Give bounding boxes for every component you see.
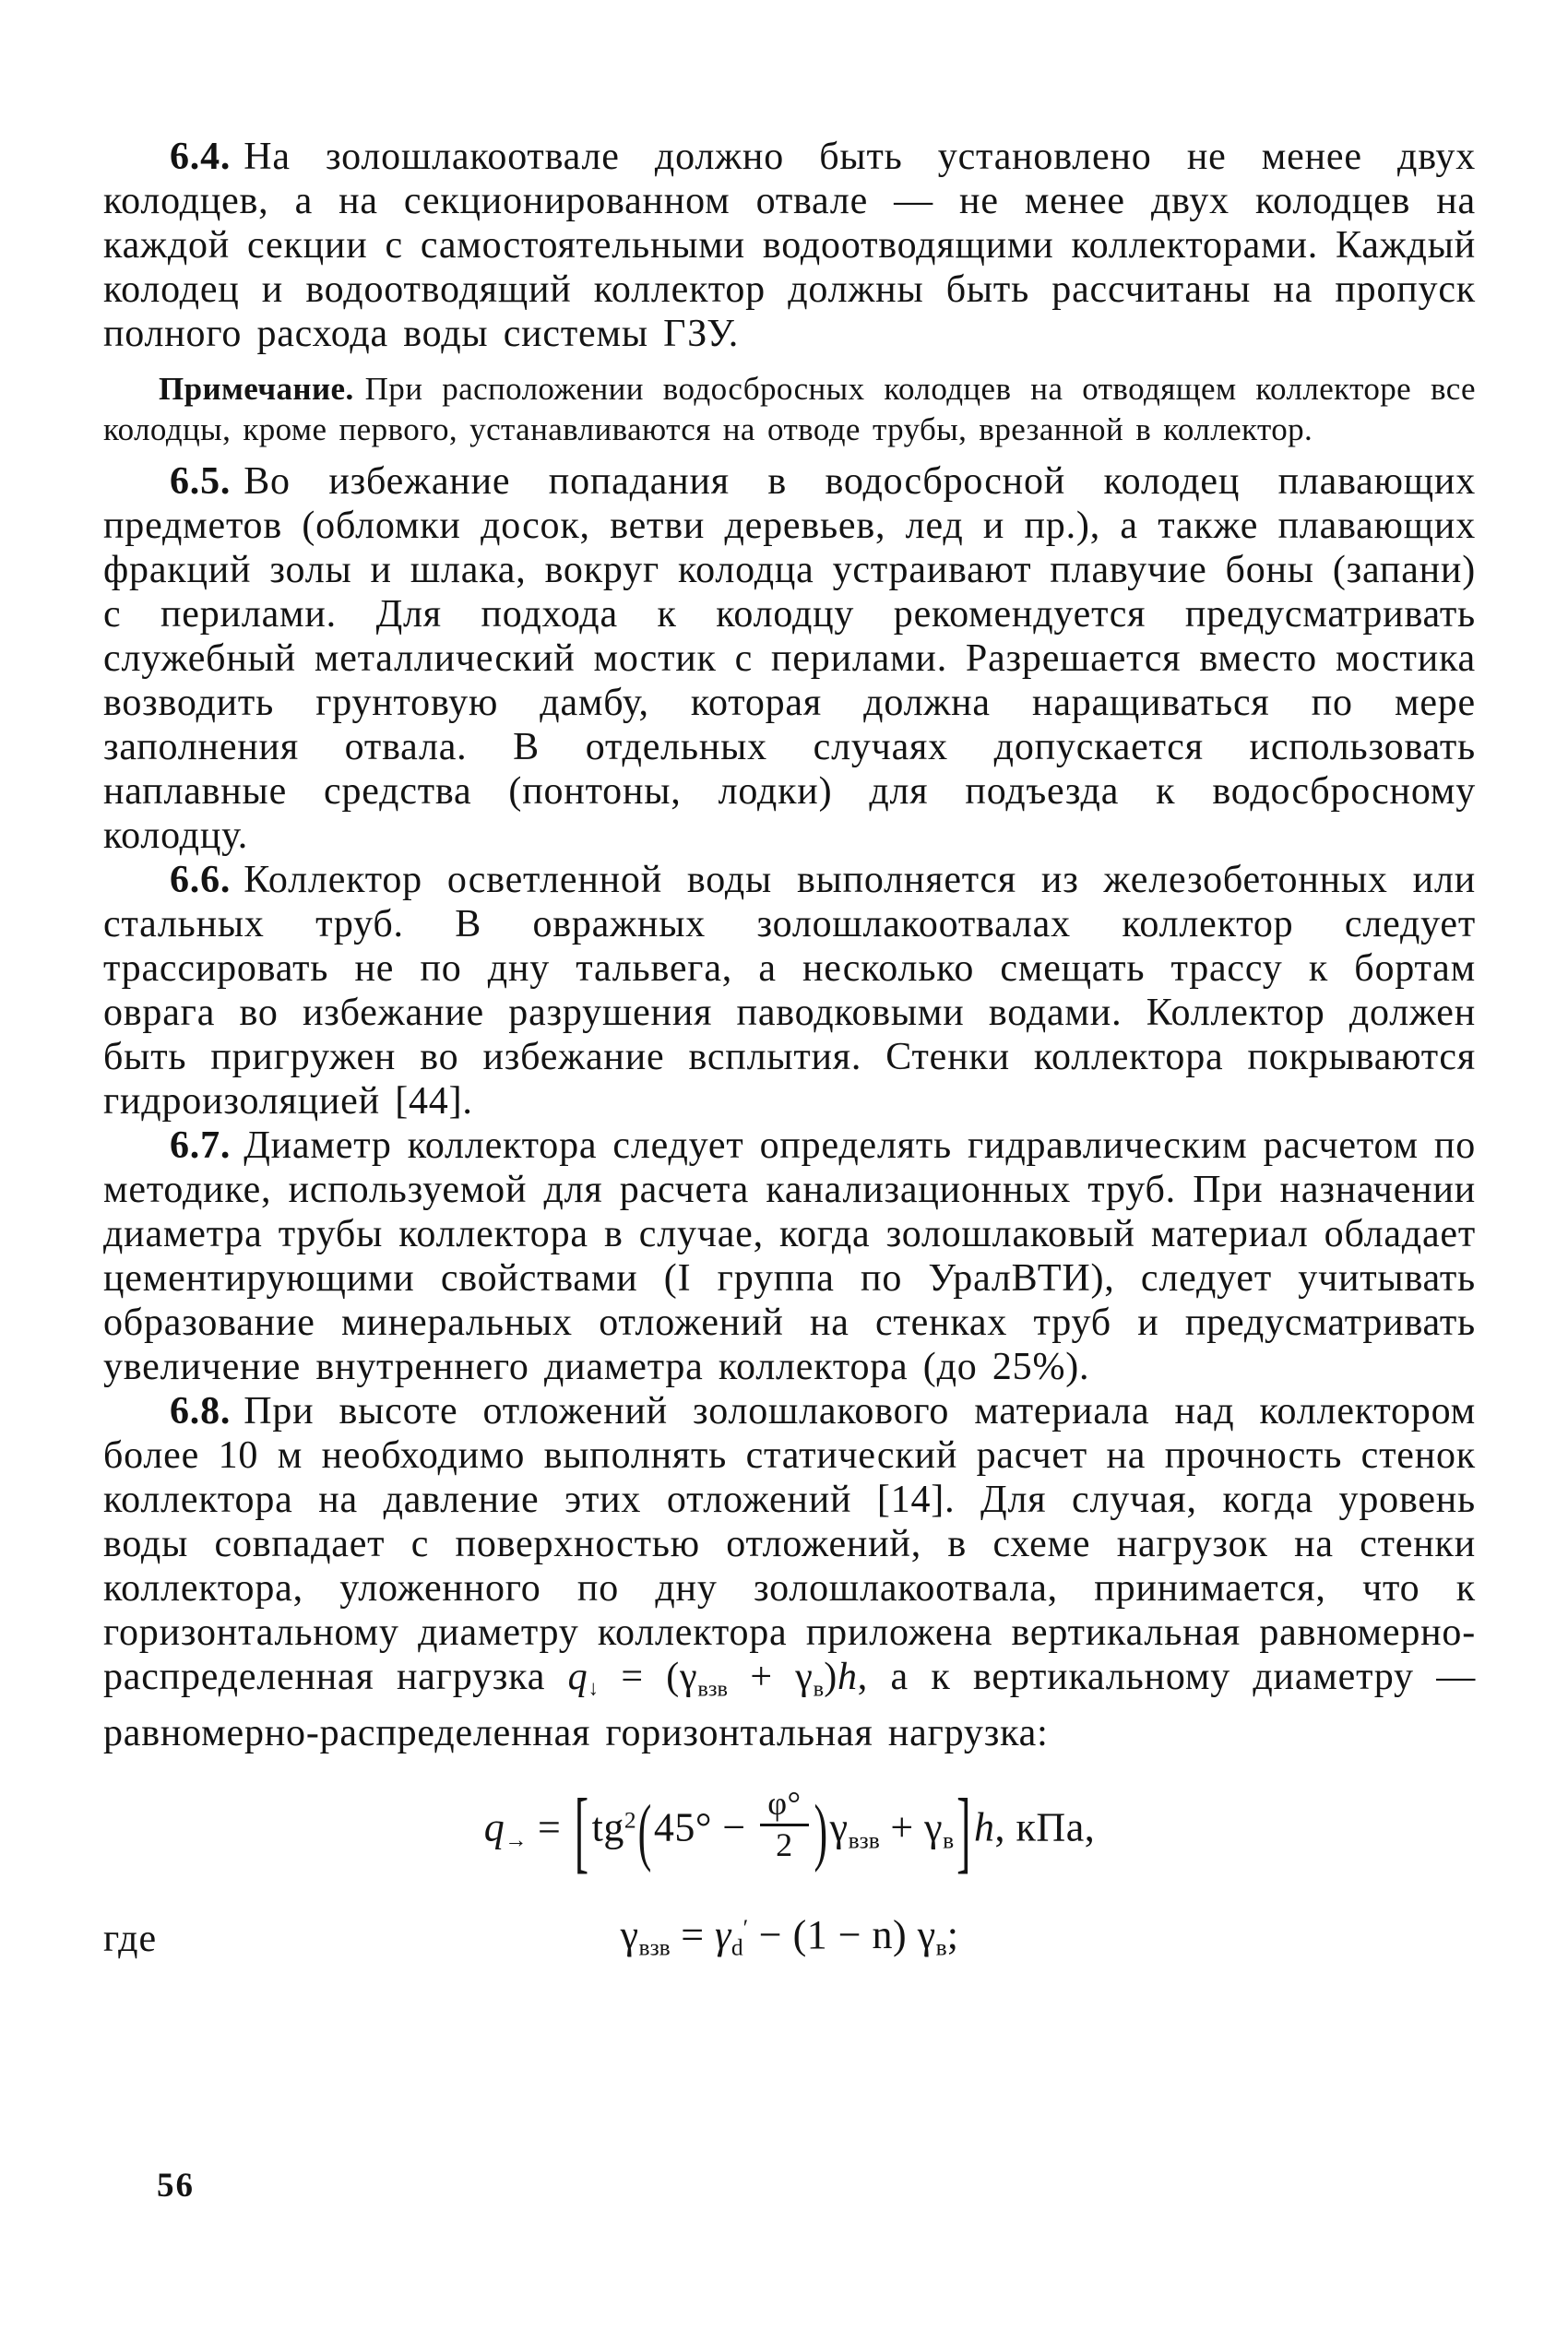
open-paren: (: [666, 1656, 680, 1698]
equals-sign: =: [527, 1804, 572, 1850]
gamma-symbol: γ: [715, 1912, 731, 1958]
plus-sign: +: [879, 1804, 925, 1850]
down-arrow-subscript: ↓: [588, 1675, 599, 1700]
note-label: Примечание.: [159, 371, 354, 407]
gamma-symbol: γ: [620, 1912, 639, 1958]
page-number: 56: [157, 2167, 195, 2205]
gamma-symbol: γ: [917, 1912, 936, 1958]
section-6-4-text: На золошлакоотвале должно быть установлено не менее двух колодцев, а на секционированном отвале — не менее двух колодцев на каждой секции с самостоятельными водоотводящими коллекторами. Каждый колодец и водоотводящий коллектор должны быть рассчитаны на пропуск полного расхода воды системы ГЗУ.: [103, 136, 1476, 355]
equals-sign: =: [598, 1656, 667, 1698]
section-6-7-number: 6.7.: [170, 1124, 232, 1167]
gamma-subscript-vzv: взв: [697, 1676, 729, 1702]
gamma-subscript-vzv: взв: [848, 1826, 880, 1854]
minus-sign: −: [711, 1804, 757, 1850]
close-paren: ): [814, 1789, 828, 1874]
tg-function: tg: [591, 1804, 624, 1850]
section-6-8-text-before: При высоте отложений золошлакового материала над коллектором более 10 м необходимо выполнять статический расчет на прочность стенок коллектора на давление этих отложений [14]. Для случая, когда уровень воды совпадает с поверхностью отложений, в схеме нагрузок на стенки коллектора, уложенного по дну золошлакоотвала, принимается, что к горизонтальному диаметру коллектора приложена вертикальная равномерно-распределенная нагрузка: [103, 1390, 1476, 1698]
right-arrow-subscript: →: [505, 1827, 528, 1853]
gamma-subscript-d: d: [731, 1933, 743, 1961]
semicolon: ;: [946, 1912, 959, 1958]
inline-formula-vertical-load: [567, 1656, 869, 1702]
open-bracket: [: [574, 1779, 589, 1881]
comma: ,: [857, 1656, 869, 1698]
section-6-8-number: 6.8.: [170, 1390, 232, 1433]
section-6-6-number: 6.6.: [170, 859, 232, 901]
note-paragraph: [103, 369, 1476, 450]
section-6-5-text: Во избежание попадания в водосбросной колодец плавающих предметов (обломки досок, ветви деревьев, лед и пр.), а также плавающих фракций золы и шлака, вокруг колодца устраивают плавучие боны (запани) с перилами. Для подхода к колодцу рекомендуется предусматривать служебный металлический мостик с перилами. Разрешается вместо мостика возводить грунтовую дамбу, которая должна наращиваться по мере заполнения отвала. В отдельных случаях допускается использовать наплавные средства (понтоны, лодки) для подъезда к водосбросному колодцу.: [103, 460, 1476, 857]
gamma-subscript-v: в: [943, 1826, 955, 1854]
prime-mark: ′: [742, 1914, 749, 1942]
equals-sign: =: [670, 1912, 716, 1958]
fraction-denominator: 2: [776, 1826, 793, 1864]
section-6-5: [103, 459, 1476, 858]
formula-gamma-vzv: [103, 1911, 1476, 1962]
section-6-6-text: Коллектор осветленной воды выполняется из железобетонных или стальных труб. В овражных золошлакоотвалах коллектор следует трассировать не по дну тальвега, а несколько смещать трассу к бортам оврага во избежание разрушения паводковыми водами. Коллектор должен быть пригружен во избежание всплытия. Стенки коллектора покрываются гидроизоляцией [44].: [103, 859, 1476, 1123]
gamma-symbol: γ: [795, 1656, 814, 1698]
gamma-subscript-vzv: взв: [638, 1933, 671, 1961]
section-6-5-number: 6.5.: [170, 460, 232, 503]
one-minus-n-paren: (1 − n): [792, 1912, 908, 1958]
unit-kpa: , кПа,: [994, 1804, 1096, 1850]
open-paren: (: [637, 1789, 652, 1874]
note-text: При расположении водосбросных колодцев на отводящем коллекторе все колодцы, кроме первого, устанавливаются на отводе трубы, врезанной в коллектор.: [103, 371, 1476, 447]
text-column: [103, 135, 1476, 1967]
section-6-7: [103, 1123, 1476, 1389]
section-6-7-text: Диаметр коллектора следует определять гидравлическим расчетом по методике, используемой для расчета канализационных труб. При назначении диаметра трубы коллектора в случае, когда золошлаковый материал обладает цементирующими свойствами (I группа по УралВТИ), следует учитывать образование минеральных отложений на стенках труб и предусматривать увеличение внутреннего диаметра коллектора (до 25%).: [103, 1124, 1476, 1388]
close-bracket: ]: [956, 1779, 972, 1881]
close-paren: ): [824, 1656, 837, 1698]
space: [907, 1912, 918, 1957]
q-symbol: q: [567, 1656, 588, 1698]
where-definition-row: [103, 1911, 1476, 1967]
tg-exponent: 2: [624, 1806, 636, 1834]
where-label: где: [103, 1918, 158, 1961]
phi-over-2-fraction: [760, 1787, 808, 1863]
gamma-subscript-v: в: [935, 1933, 947, 1961]
minus-sign: −: [748, 1912, 793, 1958]
q-symbol: q: [483, 1804, 505, 1850]
section-6-6: [103, 858, 1476, 1123]
section-6-8-text-after: а к вертикальному диаметру — равномерно-распределенная горизонтальная нагрузка:: [103, 1656, 1476, 1755]
formula-horizontal-load: [103, 1779, 1476, 1881]
section-6-4-number: 6.4.: [170, 136, 232, 178]
section-6-4: [103, 135, 1476, 356]
gamma-symbol: γ: [924, 1804, 944, 1850]
gamma-subscript-v: в: [813, 1676, 825, 1702]
angle-45: 45°: [653, 1804, 712, 1850]
plus-sign: +: [728, 1656, 796, 1698]
gamma-symbol: γ: [680, 1656, 698, 1698]
h-symbol: h: [974, 1804, 995, 1850]
fraction-numerator: φ°: [760, 1787, 808, 1826]
h-symbol: h: [837, 1656, 858, 1698]
section-6-8: [103, 1389, 1476, 1755]
gamma-symbol: γ: [829, 1804, 849, 1850]
